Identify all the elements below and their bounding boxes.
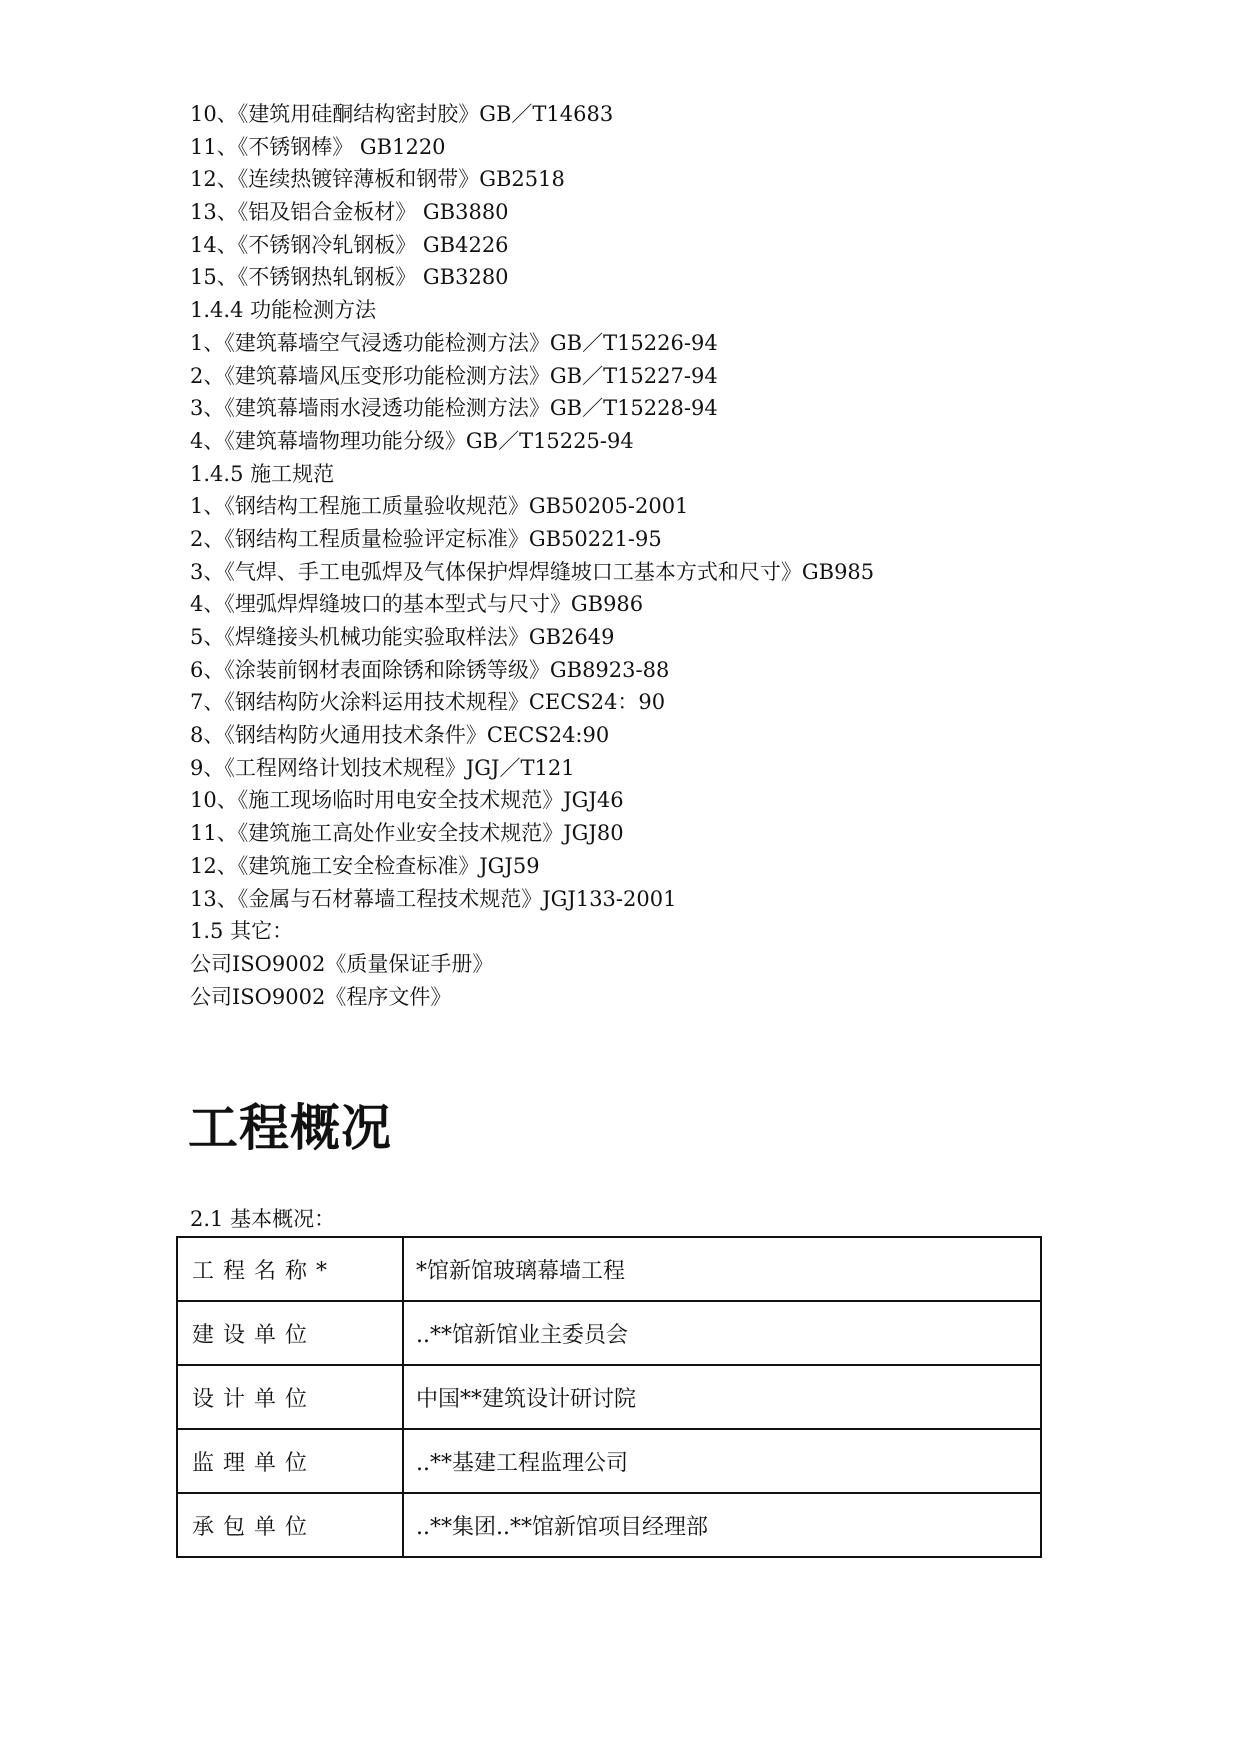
list-item: 4、《埋弧焊焊缝坡口的基本型式与尺寸》GB986 — [190, 592, 644, 617]
subsection-heading: 2.1 基本概况： — [190, 1207, 336, 1231]
table-value-cell: 中国**建筑设计研讨院 — [403, 1365, 1041, 1429]
table-key-cell: 监理单位 — [177, 1429, 403, 1493]
section-heading: 1.4.4 功能检测方法 — [190, 298, 377, 323]
table-row — [177, 1493, 1041, 1557]
table-value-cell: ..**基建工程监理公司 — [403, 1429, 1041, 1493]
table-row — [177, 1365, 1041, 1429]
list-item: 6、《涂装前钢材表面除锈和除锈等级》GB8923-88 — [190, 657, 670, 682]
list-item: 14、《不锈钢冷轧钢板》 GB4226 — [190, 232, 509, 257]
table-value-cell: ..**集团..**馆新馆项目经理部 — [403, 1493, 1041, 1557]
list-item: 2、《钢结构工程质量检验评定标准》GB50221-95 — [190, 526, 662, 551]
table-key-cell: 承包单位 — [177, 1493, 403, 1557]
list-item: 公司ISO9002《质量保证手册》 — [190, 951, 494, 976]
list-item: 13、《铝及铝合金板材》 GB3880 — [190, 200, 509, 225]
table-row — [177, 1429, 1041, 1493]
table-value-cell: *馆新馆玻璃幕墙工程 — [403, 1237, 1041, 1301]
section-heading: 1.4.5 施工规范 — [190, 461, 335, 486]
list-item: 7、《钢结构防火涂料运用技术规程》CECS24：90 — [190, 690, 666, 715]
list-item: 11、《不锈钢棒》 GB1220 — [190, 134, 446, 159]
section-title: 工程概况 — [188, 1099, 392, 1157]
list-item: 11、《建筑施工高处作业安全技术规范》JGJ80 — [190, 821, 624, 846]
list-item: 9、《工程网络计划技术规程》JGJ／T121 — [190, 755, 575, 780]
project-info-table — [176, 1236, 1042, 1558]
list-item: 12、《连续热镀锌薄板和钢带》GB2518 — [190, 167, 565, 192]
list-item: 4、《建筑幕墙物理功能分级》GB／T15225-94 — [190, 428, 634, 453]
table-key-cell: 建设单位 — [177, 1301, 403, 1365]
list-item: 3、《建筑幕墙雨水浸透功能检测方法》GB／T15228-94 — [190, 396, 718, 421]
list-item: 15、《不锈钢热轧钢板》 GB3280 — [190, 265, 509, 290]
list-item: 1、《钢结构工程施工质量验收规范》GB50205-2001 — [190, 494, 689, 519]
list-item: 10、《施工现场临时用电安全技术规范》JGJ46 — [190, 788, 624, 813]
section-heading: 1.5 其它： — [190, 919, 294, 944]
table-row — [177, 1301, 1041, 1365]
list-item: 5、《焊缝接头机械功能实验取样法》GB2649 — [190, 625, 615, 649]
list-item: 10、《建筑用硅酮结构密封胶》GB／T14683 — [190, 102, 614, 126]
list-item: 12、《建筑施工安全检查标准》JGJ59 — [190, 853, 540, 878]
reference-list — [190, 98, 1090, 1013]
table-value-cell: ..**馆新馆业主委员会 — [403, 1301, 1041, 1365]
list-item: 3、《气焊、手工电弧焊及气体保护焊焊缝坡口工基本方式和尺寸》GB985 — [190, 559, 875, 584]
list-item: 8、《钢结构防火通用技术条件》CECS24:90 — [190, 723, 610, 748]
table-row — [177, 1237, 1041, 1301]
list-item: 13、《金属与石材幕墙工程技术规范》JGJ133-2001 — [190, 886, 677, 911]
table-key-cell: 设计单位 — [177, 1365, 403, 1429]
list-item: 2、《建筑幕墙风压变形功能检测方法》GB／T15227-94 — [190, 363, 718, 388]
list-item: 公司ISO9002《程序文件》 — [190, 984, 452, 1009]
table-key-cell: 工程名称* — [177, 1237, 403, 1301]
list-item: 1、《建筑幕墙空气浸透功能检测方法》GB／T15226-94 — [190, 330, 718, 355]
